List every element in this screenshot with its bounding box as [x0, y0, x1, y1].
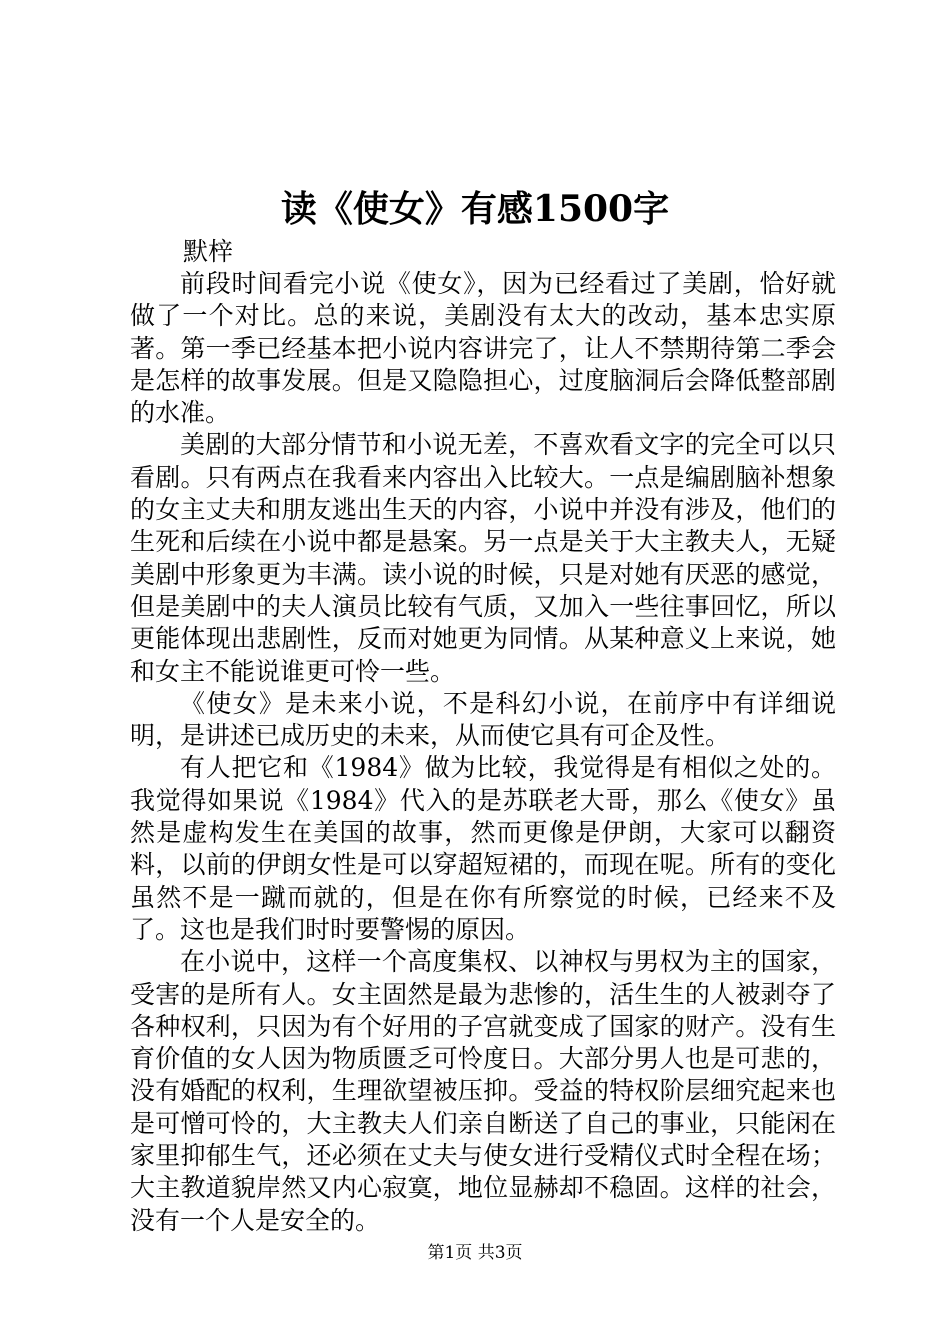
paragraph: 在小说中，这样一个高度集权、以神权与男权为主的国家，受害的是所有人。女主固然是最为悲惨的，活生生的人被剥夺了各种权利，只因为有个好用的子宫就变成了国家的财产。没有生育价值的女人因为物质匮乏可怜度日。大部分男人也是可悲的，没有婚配的权利，生理欲望被压抑。受益的特权阶层细究起来也是可憎可怜的，大主教夫人们亲自断送了自己的事业，只能闲在家里抑郁生气，还必须在丈夫与使女进行受精仪式时全程在场；大主教道貌岸然又内心寂寞，地位显赫却不稳固。这样的社会，没有一个人是安全的。	[130, 947, 836, 1235]
paragraph: 有人把它和《1984》做为比较，我觉得是有相似之处的。我觉得如果说《1984》代入的是苏联老大哥，那么《使女》虽然是虚构发生在美国的故事，然而更像是伊朗，大家可以翻资料，以前的伊朗女性是可以穿超短裙的，而现在呢。所有的变化虽然不是一蹴而就的，但是在你有所察觉的时候，已经来不及了。这也是我们时时要警惕的原因。	[130, 753, 836, 944]
paragraph: 《使女》是未来小说，不是科幻小说，在前序中有详细说明，是讲述已成历史的未来，从而使它具有可企及性。	[130, 688, 836, 751]
page-number-footer: 第1页 共3页	[427, 1243, 523, 1263]
document-body	[130, 268, 836, 1237]
paragraph: 美剧的大部分情节和小说无差，不喜欢看文字的完全可以只看剧。只有两点在我看来内容出入比较大。一点是编剧脑补想象的女主丈夫和朋友逃出生天的内容，小说中并没有涉及，他们的生死和后续在小说中都是悬案。另一点是关于大主教夫人，无疑美剧中形象更为丰满。读小说的时候，只是对她有厌恶的感觉，但是美剧中的夫人演员比较有气质，又加入一些往事回忆，所以更能体现出悲剧性，反而对她更为同情。从某种意义上来说，她和女主不能说谁更可怜一些。	[130, 430, 836, 686]
document-author: 默梓	[183, 237, 234, 266]
document-title: 读《使女》有感1500字	[280, 188, 670, 230]
paragraph: 前段时间看完小说《使女》，因为已经看过了美剧，恰好就做了一个对比。总的来说，美剧没有太大的改动，基本忠实原著。第一季已经基本把小说内容讲完了，让人不禁期待第二季会是怎样的故事发展。但是又隐隐担心，过度脑洞后会降低整部剧的水准。	[130, 269, 836, 428]
